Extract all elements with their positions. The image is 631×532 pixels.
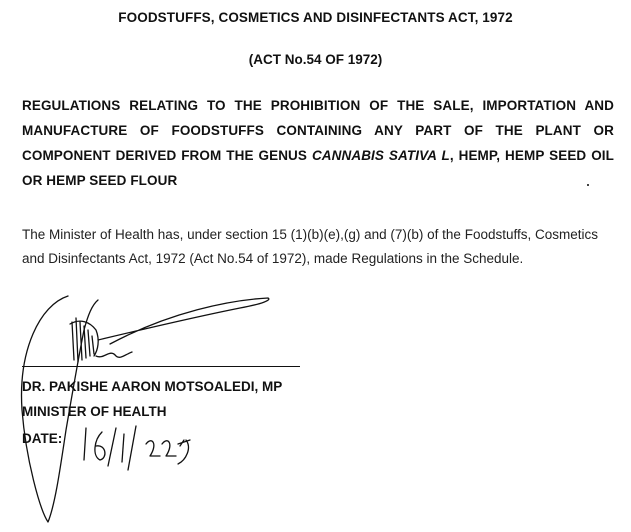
regulation-title-genus: CANNABIS SATIVA L — [311, 148, 450, 163]
regulation-title-part1: REGULATIONS RELATING TO THE PROHIBITION OF THE SALE, IMPORTATION AND MANUFACTURE OF FOODSTUFFS CONTAINING ANY PART OF THE PLANT OR COMPONENT DERIVED FROM THE GENUS — [22, 98, 614, 163]
act-number: (ACT No.54 OF 1972) — [248, 52, 383, 67]
signer-name: DR. PAKISHE AARON MOTSOALEDI, MP — [22, 379, 283, 394]
date-label: DATE: — [22, 431, 63, 446]
scan-speck — [587, 184, 589, 186]
signature-line — [22, 366, 300, 367]
regulation-title-part2: , HEMP, HEMP SEED OIL OR HEMP SEED FLOUR — [22, 148, 615, 188]
act-title: FOODSTUFFS, COSMETICS AND DISINFECTANTS ACT, 1972 — [118, 10, 513, 25]
intro-paragraph: The Minister of Health has, under section 15 (1)(b)(e),(g) and (7)(b) of the Foodstuffs, Cosmetics and Disinfectants Act, 1972 (Act No.54 of 1972), made Regulations in the Schedule. — [22, 227, 598, 266]
signer-title: MINISTER OF HEALTH — [22, 404, 167, 419]
regulation-title — [22, 93, 614, 193]
